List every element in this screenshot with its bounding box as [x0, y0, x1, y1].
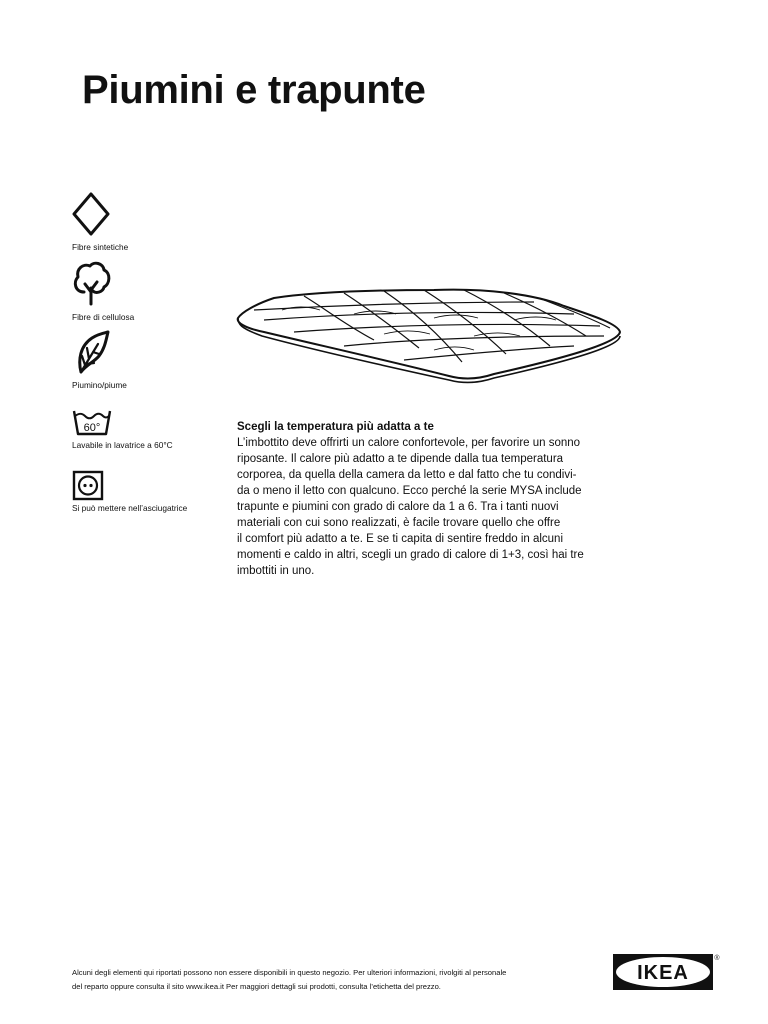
care-symbol-label: Si può mettere nell’asciugatrice	[72, 503, 188, 513]
quilted-duvet-illustration	[234, 284, 626, 384]
ikea-logo	[613, 952, 723, 992]
article-heading: Scegli la temperatura più adatta a te	[237, 421, 434, 433]
care-symbol-down	[72, 330, 232, 391]
logo-text: IKEA	[637, 962, 689, 984]
tumble-dryer-icon	[72, 470, 106, 502]
care-symbol-label: Lavabile in lavatrice a 60°C	[72, 440, 173, 450]
care-symbol-label: Fibre di cellulosa	[72, 312, 135, 322]
article	[237, 419, 617, 579]
feather-icon	[72, 330, 112, 374]
care-symbol-cellulose	[72, 260, 232, 323]
tree-icon	[72, 260, 112, 306]
registered-mark: ®	[714, 955, 720, 962]
wash-temperature: 60°	[83, 422, 101, 434]
diamond-icon	[72, 192, 112, 236]
washtub-60-icon	[72, 408, 112, 436]
care-symbol-label: Piumino/piume	[72, 380, 127, 390]
care-symbol-wash	[72, 408, 232, 451]
article-body: L’imbottito deve offrirti un calore confortevole, per favorire un sonno riposante. Il calore più adatto a te dipende dalla tua temperatura corporea, da quella della camera da letto e dal fatto che tu condivi- da o meno il letto con qualcuno. Ecco perché la serie MYSA include trapunte e piumini con grado di calore da 1 a 6. Tra i tanti nuovi materiali con cui sono realizzati, è facile trovare quello che offre il comfort più adatto a te. E se ti capita di sentire freddo in alcuni momenti e caldo in altri, scegli un grado di calore di 1+3, così hai tre imbottiti in uno.	[237, 437, 584, 577]
care-symbol-label: Fibre sintetiche	[72, 242, 129, 252]
footer-disclaimer: Alcuni degli elementi qui riportati possono non essere disponibili in questo negozio. Per ulteriori informazioni, rivolgiti al personale del reparto oppure consulta il sito www.ikea.it Per maggiori dettagli sui prodotti, consulta l’etichetta del prezzo.	[72, 968, 507, 991]
page-title: Piumini e trapunte	[82, 68, 426, 112]
care-symbol-dryer	[72, 470, 232, 514]
care-symbol-synthetic	[72, 192, 232, 253]
